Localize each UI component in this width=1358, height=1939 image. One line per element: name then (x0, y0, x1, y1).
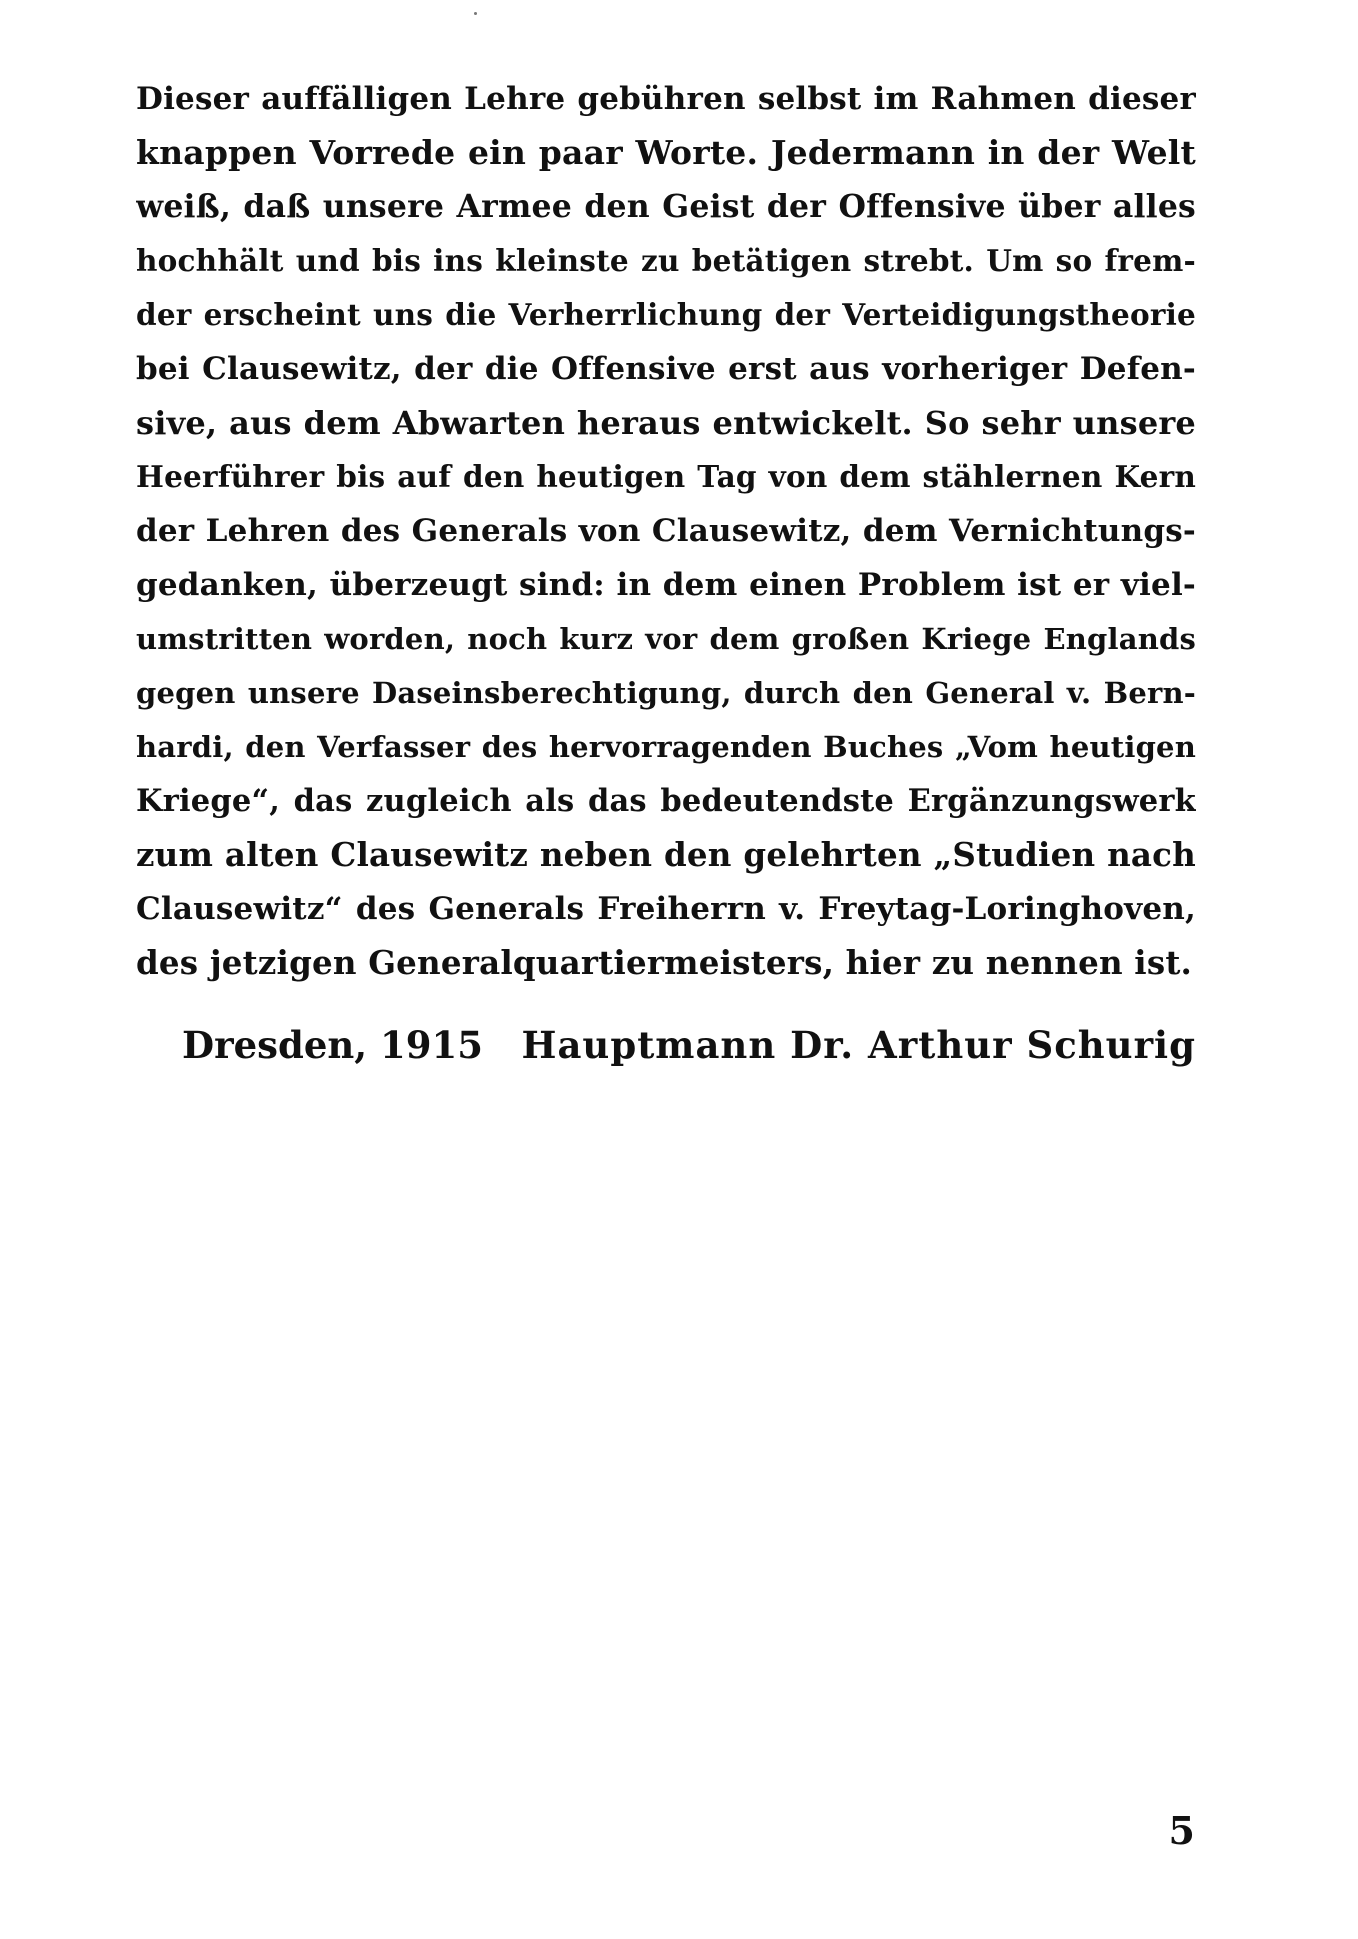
author-name: Hauptmann Dr. Arthur Schurig (521, 1023, 1196, 1067)
text-line: der Lehren des Generals von Clausewitz, dem Vernichtungs- (136, 513, 1196, 549)
text-line: weiß, daß unsere Armee den Geist der Offensive über alles (136, 188, 1196, 225)
text-line: hardi, den Verfasser des hervorragenden Buches „Vom heutigen (136, 730, 1196, 764)
page-number: 5 (1168, 1808, 1195, 1853)
text-line: bei Clausewitz, der die Offensive erst aus vorheriger Defen- (136, 351, 1196, 387)
text-line: umstritten worden, noch kurz vor dem großen Kriege Englands (136, 622, 1196, 656)
text-line: hochhält und bis ins kleinste zu betätigen strebt. Um so frem- (136, 243, 1196, 278)
text-line: des jetzigen Generalquartiermeisters, hier zu nennen ist. (136, 943, 1193, 982)
text-line: sive, aus dem Abwarten heraus entwickelt. So sehr unsere (136, 404, 1196, 442)
signature-block (0, 1023, 1358, 1083)
text-line: Heerführer bis auf den heutigen Tag von dem stählernen Kern (136, 459, 1196, 494)
place-date: Dresden, 1915 (182, 1023, 484, 1067)
text-line: Clausewitz“ des Generals Freiherrn v. Freytag-Loringhoven, (136, 891, 1196, 927)
text-line: Kriege“, das zugleich als das bedeutendste Ergänzungswerk (136, 783, 1196, 819)
text-line: knappen Vorrede ein paar Worte. Jedermann in der Welt (136, 133, 1196, 172)
preface-paragraph (136, 72, 1196, 990)
text-line: gedanken, überzeugt sind: in dem einen Problem ist er viel- (136, 567, 1196, 603)
text-line: der erscheint uns die Verherrlichung der Verteidigungstheorie (136, 297, 1196, 332)
text-line: gegen unsere Daseinsberechtigung, durch den General v. Bern- (136, 676, 1196, 710)
print-speck (474, 12, 477, 15)
text-line: zum alten Clausewitz neben den gelehrten „Studien nach (136, 835, 1196, 874)
text-line: Dieser auffälligen Lehre gebühren selbst im Rahmen dieser (136, 81, 1196, 117)
